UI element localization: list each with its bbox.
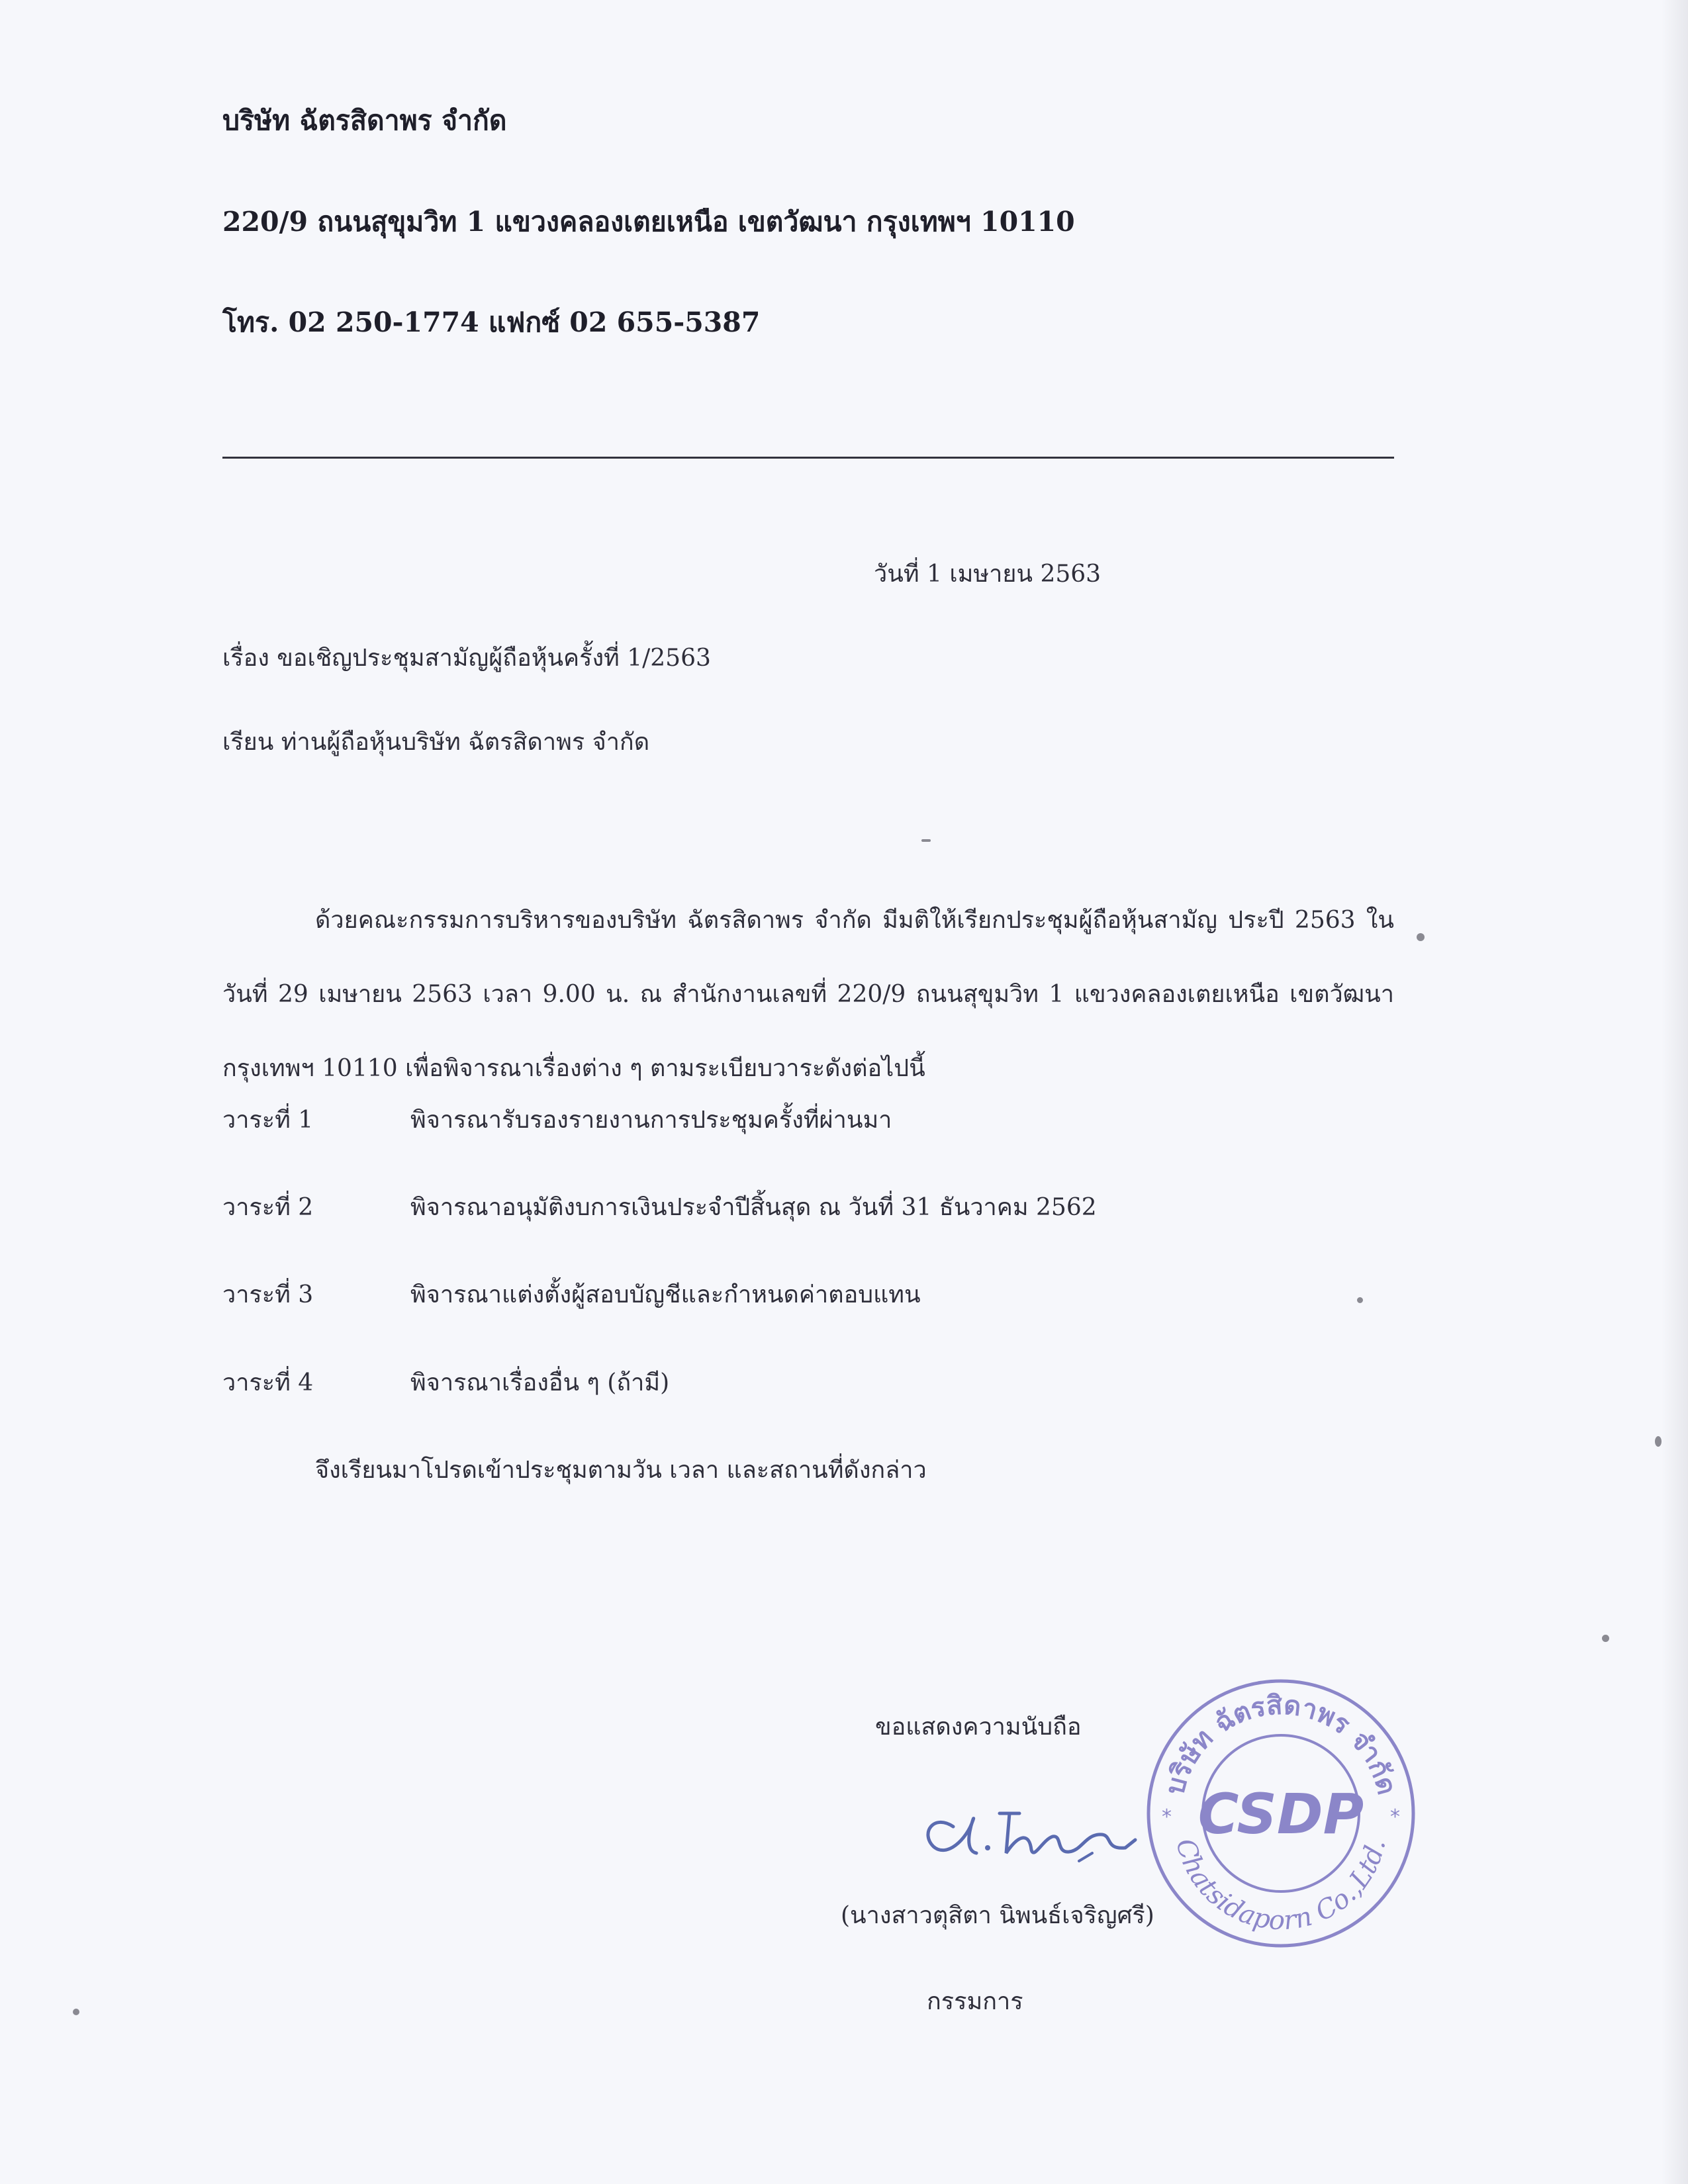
scan-speck [921, 839, 931, 842]
header-divider [222, 457, 1394, 459]
scan-edge-shadow [1662, 0, 1688, 2184]
agenda-text-3: พิจารณาแต่งตั้งผู้สอบบัญชีและกำหนดค่าตอบแทน [410, 1281, 921, 1308]
agenda-number-4: วาระที่ 4 [222, 1369, 314, 1396]
letter-body [222, 884, 1394, 1106]
letter-recipient: เรียน ท่านผู้ถือหุ้นบริษัท ฉัตรสิดาพร จำกัด [222, 729, 650, 756]
agenda-number-1: วาระที่ 1 [222, 1107, 314, 1134]
letter-date: วันที่ 1 เมษายน 2563 [874, 561, 1102, 588]
seal-center-text: CSDP [1197, 1782, 1364, 1846]
letter-body-text: ด้วยคณะกรรมการบริหารของบริษัท ฉัตรสิดาพร จำกัด มีมติให้เรียกประชุมผู้ถือหุ้นสามัญ ประปี 2563 ในวันที่ 29 เมษายน 2563 เวลา 9.00 น. ณ สำนักงานเลขที่ 220/9 ถนนสุขุมวิท 1 แขวงคลองเตยเหนือ เขตวัฒนา กรุงเทพฯ 10110 เพื่อพิจารณาเรื่องต่าง ๆ ตามระเบียบวาระดังต่อไปนี้ [222, 907, 1394, 1082]
agenda-text-2: พิจารณาอนุมัติงบการเงินประจำปีสิ้นสุด ณ วันที่ 31 ธันวาคม 2562 [410, 1194, 1097, 1221]
agenda-number-2: วาระที่ 2 [222, 1194, 314, 1221]
company-address: 220/9 ถนนสุขุมวิท 1 แขวงคลองเตยเหนือ เขตวัฒนา กรุงเทพฯ 10110 [222, 206, 1075, 238]
seal-ring-text-english: Chatsidaporn Co.,Ltd. [1170, 1835, 1392, 1936]
company-name: บริษัท ฉัตรสิดาพร จำกัด [222, 105, 507, 136]
scan-speck [1602, 1635, 1609, 1642]
letter-subject: เรื่อง ขอเชิญประชุมสามัญผู้ถือหุ้นครั้งที่ 1/2563 [222, 645, 711, 672]
agenda-text-4: พิจารณาเรื่องอื่น ๆ (ถ้ามี) [410, 1369, 670, 1396]
closing-line: จึงเรียนมาโปรดเข้าประชุมตามวัน เวลา และสถานที่ดังกล่าว [315, 1457, 927, 1484]
scan-speck [73, 2009, 79, 2015]
company-contact: โทร. 02 250-1774 แฟกซ์ 02 655-5387 [222, 306, 761, 338]
scan-speck [1417, 933, 1425, 941]
handwritten-signature [914, 1787, 1139, 1873]
signatory-name: (นางสาวตุสิตา นิพนธ์เจริญศรี) [841, 1902, 1154, 1929]
signatory-title: กรรมการ [927, 1988, 1023, 2015]
scan-speck [1357, 1297, 1363, 1303]
seal-star-right-icon: * [1390, 1805, 1400, 1829]
seal-ring-text-thai: บริษัท ฉัตรสิดาพร จำกัด [1159, 1690, 1403, 1798]
scan-speck [1655, 1436, 1662, 1447]
agenda-number-3: วาระที่ 3 [222, 1281, 314, 1308]
agenda-text-1: พิจารณารับรองรายงานการประชุมครั้งที่ผ่านมา [410, 1107, 892, 1134]
seal-star-left-icon: * [1162, 1805, 1172, 1829]
company-seal [1135, 1668, 1427, 1959]
regards: ขอแสดงความนับถือ [875, 1713, 1082, 1741]
